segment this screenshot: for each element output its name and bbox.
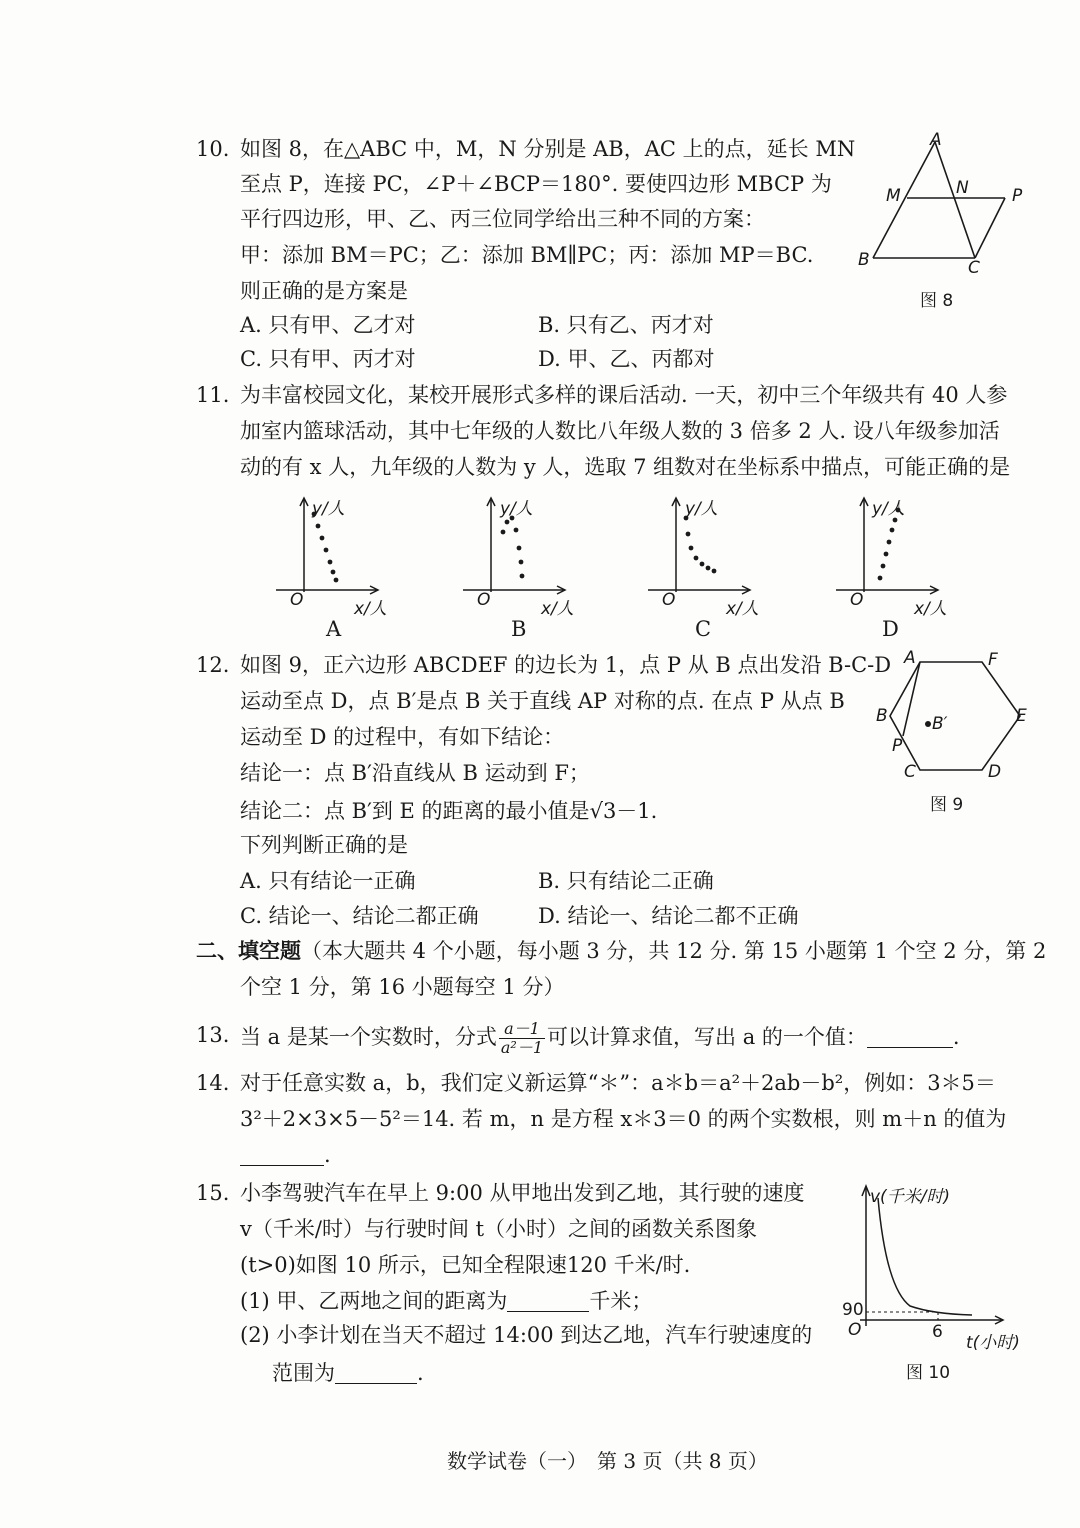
q15-number: 15. [196, 1181, 230, 1205]
fig9-label-f: F [988, 650, 998, 670]
graph-b-point [514, 528, 519, 533]
q10-line-1: 如图 8，在△ABC 中，M，N 分别是 AB，AC 上的点，延长 MN [240, 137, 856, 161]
q14-line-2: 3²＋2×3×5－5²＝14. 若 m，n 是方程 x＊3＝0 的两个实数根，则 m＋n 的值为 [240, 1107, 1007, 1131]
q10-option-c: C. 只有甲、丙才对 [240, 347, 416, 371]
graph-d-point [887, 540, 892, 545]
q14-line-3 [240, 1140, 331, 1170]
q15-part-1-unit: 千米； [589, 1289, 653, 1313]
q15-line-2: v（千米/时）与行驶时间 t（小时）之间的函数关系图象 [240, 1217, 758, 1241]
graph-c-xlabel: x/人 [726, 599, 759, 619]
page-footer: 数学试卷（一） 第 3 页（共 8 页） [447, 1449, 768, 1473]
fig10-x-tick-6: 6 [932, 1322, 943, 1342]
section-2-desc: （本大题共 4 个小题，每小题 3 分，共 12 分. 第 15 小题第 1 个空 2 分，第 2 [301, 939, 1047, 963]
graph-b-xlabel: x/人 [541, 599, 574, 619]
graph-d-point [881, 564, 886, 569]
q12-line-4: 结论一：点 B′沿直线从 B 运动到 F； [240, 761, 590, 785]
q11-line-3: 动的有 x 人，九年级的人数为 y 人，选取 7 组数对在坐标系中描点，可能正确的是 [240, 455, 1011, 479]
fig9-label-d: D [988, 762, 1002, 782]
q12-line-2: 运动至点 D，点 B′是点 B 关于直线 AP 对称的点. 在点 P 从点 B [240, 689, 845, 713]
q13-number: 13. [196, 1023, 230, 1047]
fig9-label-b: B [876, 706, 888, 726]
q10-option-a: A. 只有甲、乙才对 [240, 313, 416, 337]
q12-line-1: 如图 9，正六边形 ABCDEF 的边长为 1，点 P 从 B 点出发沿 B-C-D [240, 653, 892, 677]
q12-option-a: A. 只有结论一正确 [240, 869, 416, 893]
section-2-header [196, 936, 1046, 966]
q12-option-c: C. 结论一、结论二都正确 [240, 904, 479, 928]
graph-c-ylabel: y/人 [685, 499, 718, 519]
fig10-ylabel: v(千米/时) [870, 1187, 951, 1207]
section-2-title: 二、填空题 [196, 938, 301, 963]
fig10-xlabel: t(小时) [966, 1333, 1020, 1353]
q12-line-5-value: √3－1. [589, 799, 658, 823]
q10-line-4: 甲：添加 BM＝PC；乙：添加 BM∥PC；丙：添加 MP＝BC. [240, 243, 814, 267]
fig8-label-c: C [968, 258, 980, 278]
q11-line-1: 为丰富校园文化，某校开展形式多样的课后活动. 一天，初中三个年级共有 40 人参 [240, 383, 1008, 407]
graph-c-origin: O [662, 590, 676, 610]
q13-fraction-den: a²－1 [500, 1038, 544, 1057]
q13-answer-blank[interactable] [867, 1025, 953, 1048]
q14-end: . [324, 1143, 331, 1167]
q10-line-3: 平行四边形，甲、乙、丙三位同学给出三种不同的方案： [240, 207, 765, 231]
section-2-desc-2: 个空 1 分，第 16 小题每空 1 分） [240, 975, 565, 999]
graph-a-label: A [326, 617, 342, 641]
q10-line-5: 则正确的是方案是 [240, 279, 408, 303]
q14-number: 14. [196, 1071, 230, 1095]
q12-option-b: B. 只有结论二正确 [538, 869, 714, 893]
fig8-label-m: M [886, 186, 901, 206]
q14-answer-blank[interactable] [240, 1143, 324, 1166]
q15-distance-blank[interactable] [507, 1289, 589, 1312]
fig8-caption: 图 8 [920, 291, 954, 311]
graph-d-label: D [882, 617, 899, 641]
fig8-label-p: P [1012, 186, 1023, 206]
fig9-label-c: C [904, 762, 916, 782]
q15-part-1 [240, 1286, 652, 1316]
graph-b-point [505, 520, 510, 525]
graph-c-point [706, 566, 711, 571]
figure-8-diagram [855, 128, 1045, 288]
graph-d-ylabel: y/人 [872, 499, 905, 519]
graph-c-point [686, 532, 691, 537]
fig10-origin: O [848, 1320, 862, 1340]
graph-c-point [689, 546, 694, 551]
fig9-label-bprime: B′ [932, 714, 948, 734]
q15-line-1: 小李驾驶汽车在早上 9:00 从甲地出发到乙地，其行驶的速度 [240, 1181, 805, 1205]
fig8-label-a: A [930, 130, 942, 150]
q12-line-3: 运动至 D 的过程中，有如下结论： [240, 725, 565, 749]
graph-a-point [331, 570, 336, 575]
q13-pre: 当 a 是某一个实数时，分式 [240, 1025, 497, 1049]
q12-line-6: 下列判断正确的是 [240, 833, 408, 857]
graph-a-origin: O [290, 590, 304, 610]
fig8-label-n: N [956, 178, 969, 198]
graph-b-point [501, 530, 506, 535]
graph-a-point [324, 548, 329, 553]
q15-part-2-end: . [417, 1361, 424, 1385]
q11-line-2: 加室内篮球活动，其中七年级的人数比八年级人数的 3 倍多 2 人. 设八年级参加活 [240, 419, 1000, 443]
q10-option-d: D. 甲、乙、丙都对 [538, 347, 715, 371]
fig8-label-b: B [858, 250, 870, 270]
fig10-caption: 图 10 [906, 1363, 951, 1383]
q15-line-3: (t>0)如图 10 所示，已知全程限速120 千米/时. [240, 1253, 691, 1277]
q15-part-2-text: 范围为 [272, 1361, 335, 1385]
graph-c-point [694, 556, 699, 561]
graph-a-point [320, 536, 325, 541]
q13-fraction [499, 1020, 545, 1057]
q13-fraction-num: a－1 [499, 1020, 545, 1039]
graph-d-point [878, 576, 883, 581]
graph-b-point [520, 574, 525, 579]
fig9-label-a: A [904, 648, 916, 668]
graph-a-point [334, 578, 339, 583]
graph-c-point [700, 562, 705, 567]
graph-c-label: C [695, 617, 712, 641]
q13-post: 可以计算求值，写出 a 的一个值： [547, 1025, 867, 1049]
graph-b-point [519, 560, 524, 565]
q10-number: 10. [196, 137, 230, 161]
q12-number: 12. [196, 653, 230, 677]
q15-part-2: (2) 小李计划在当天不超过 14:00 到达乙地，汽车行驶速度的 [240, 1323, 813, 1347]
q15-part-1-text: (1) 甲、乙两地之间的距离为 [240, 1289, 508, 1313]
q10-line-2: 至点 P，连接 PC，∠P＋∠BCP＝180°. 要使四边形 MBCP 为 [240, 172, 832, 196]
q10-option-b: B. 只有乙、丙才对 [538, 313, 714, 337]
fig9-label-p: P [892, 736, 903, 756]
fig10-y-tick-90: 90 [842, 1300, 864, 1320]
q14-line-1: 对于任意实数 a，b，我们定义新运算“＊”：a＊b＝a²＋2ab－b²，例如：3＊5＝ [240, 1071, 996, 1095]
graph-b-ylabel: y/人 [500, 499, 533, 519]
q15-speed-range-blank[interactable] [335, 1361, 417, 1384]
q15-part-2-cont [272, 1358, 424, 1388]
q12-line-5-text: 结论二：点 B′到 E 的距离的最小值是 [240, 799, 590, 823]
graph-b-label: B [511, 617, 527, 641]
graph-b-point [517, 546, 522, 551]
graph-a-point [316, 524, 321, 529]
fig9-label-e: E [1016, 706, 1027, 726]
graph-d-xlabel: x/人 [914, 599, 947, 619]
graph-c-point [712, 569, 717, 574]
graph-d-point [884, 552, 889, 557]
graph-b-origin: O [477, 590, 491, 610]
fig9-caption: 图 9 [930, 795, 964, 815]
q12-line-5 [240, 796, 657, 826]
q13-end: . [952, 1025, 960, 1049]
figure-9-hexagon [870, 648, 1040, 788]
q13-line [240, 1020, 960, 1057]
graph-a-xlabel: x/人 [354, 599, 387, 619]
graph-a-ylabel: y/人 [312, 499, 345, 519]
graph-d-origin: O [850, 590, 864, 610]
graph-d-point [890, 528, 895, 533]
q11-number: 11. [196, 383, 230, 407]
graph-a-point [328, 560, 333, 565]
q12-option-d: D. 结论一、结论二都不正确 [538, 904, 799, 928]
